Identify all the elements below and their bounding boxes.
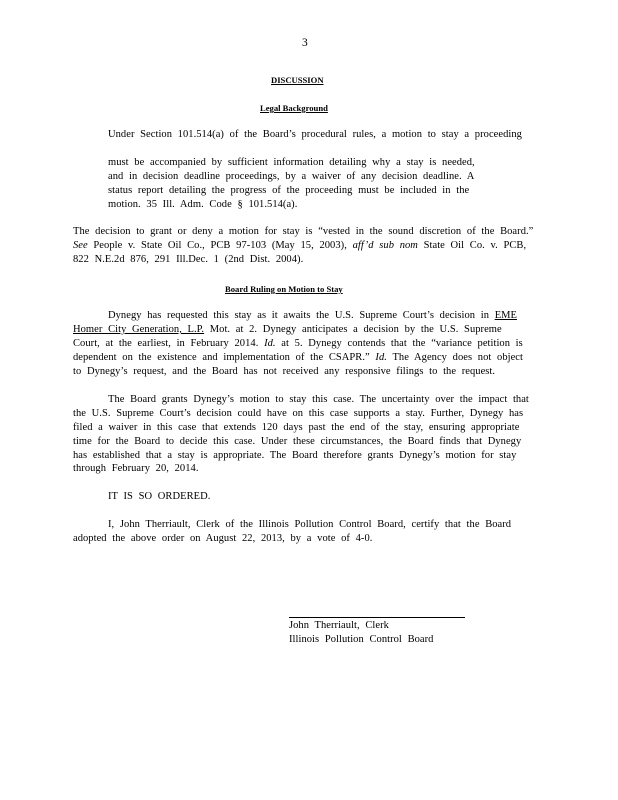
page-number: 3 <box>302 37 308 49</box>
heading-board-ruling: Board Ruling on Motion to Stay <box>225 284 343 294</box>
citation-signal: See <box>73 240 88 251</box>
text: Dynegy has requested this stay as it awaits the U.S. Supreme Court’s decision in <box>108 310 489 321</box>
citation-signal: Id. <box>264 338 276 349</box>
citation-signal: aff’d sub nom <box>352 240 418 251</box>
heading-legal-background: Legal Background <box>260 103 328 113</box>
citation-text: State Oil Co. v. PCB, <box>423 240 527 251</box>
paragraph-line: The Board grants Dynegy’s motion to stay this case. The uncertainty over the impact that <box>108 394 529 405</box>
quote-line: and in decision deadline proceedings, by a waiver of any decision deadline. A <box>108 171 475 182</box>
quote-line: motion. 35 Ill. Adm. Code § 101.514(a). <box>108 199 298 210</box>
quote-line: must be accompanied by sufficient information detailing why a stay is needed, <box>108 157 475 168</box>
paragraph-line <box>73 324 502 336</box>
text: at 5. Dynegy contends that the “variance petition is <box>281 338 523 349</box>
signature-line <box>289 617 465 618</box>
paragraph-line: The decision to grant or deny a motion for stay is “vested in the sound discretion of the Board.” <box>73 226 534 237</box>
paragraph-line: Under Section 101.514(a) of the Board’s procedural rules, a motion to stay a proceeding <box>108 129 522 140</box>
signature-organization: Illinois Pollution Control Board <box>289 634 434 645</box>
paragraph-line <box>73 352 523 364</box>
paragraph-line <box>73 338 523 350</box>
citation-line <box>73 240 526 252</box>
text: Court, at the earliest, in February 2014. <box>73 338 259 349</box>
signature-name: John Therriault, Clerk <box>289 620 389 631</box>
order-statement: IT IS SO ORDERED. <box>108 491 211 502</box>
citation-line: 822 N.E.2d 876, 291 Ill.Dec. 1 (2nd Dist. 2004). <box>73 254 304 265</box>
text: Mot. at 2. Dynegy anticipates a decision by the U.S. Supreme <box>209 324 502 335</box>
paragraph-line: through February 20, 2014. <box>73 463 199 474</box>
paragraph-line: the U.S. Supreme Court’s decision could have on this case supports a stay. Further, Dynegy has <box>73 408 524 419</box>
certification-line: adopted the above order on August 22, 2013, by a vote of 4-0. <box>73 533 373 544</box>
certification-line: I, John Therriault, Clerk of the Illinois Pollution Control Board, certify that the Board <box>108 519 512 530</box>
case-name: EME <box>494 310 518 321</box>
case-name: Homer City Generation, L.P. <box>73 324 205 335</box>
text: dependent on the existence and implementation of the CSAPR.” <box>73 352 370 363</box>
text: The Agency does not object <box>392 352 523 363</box>
heading-discussion: DISCUSSION <box>271 75 324 85</box>
paragraph-line: to Dynegy’s request, and the Board has not received any responsive filings to the request. <box>73 366 496 377</box>
paragraph-line <box>108 310 517 322</box>
citation-text: People v. State Oil Co., PCB 97-103 (May 15, 2003), <box>93 240 347 251</box>
citation-signal: Id. <box>375 352 387 363</box>
paragraph-line: time for the Board to decide this case. Under these circumstances, the Board finds that Dynegy <box>73 436 522 447</box>
quote-line: status report detailing the progress of the proceeding must be included in the <box>108 185 470 196</box>
paragraph-line: filed a waiver in this case that extends 120 days past the end of the stay, ensuring appropriate <box>73 422 520 433</box>
paragraph-line: has established that a stay is appropriate. The Board therefore grants Dynegy’s motion for stay <box>73 450 517 461</box>
